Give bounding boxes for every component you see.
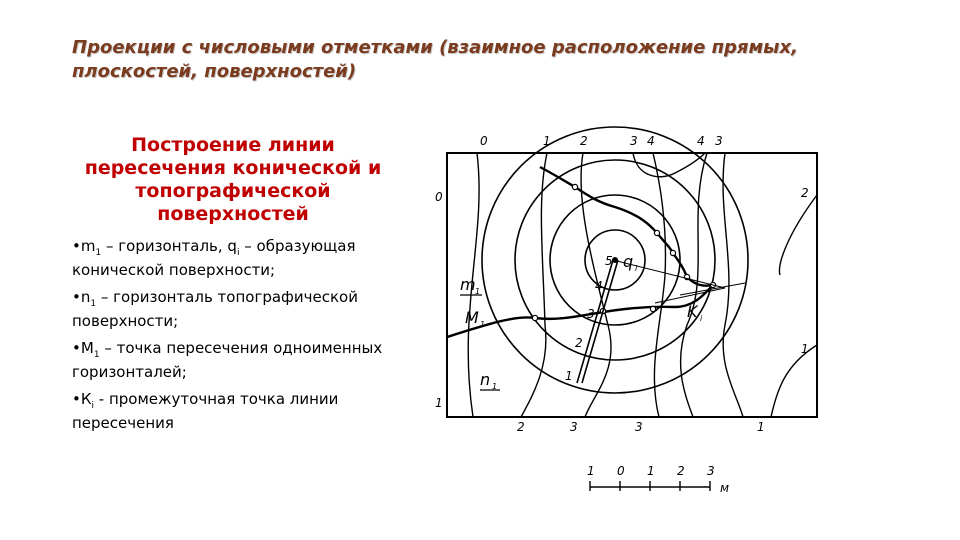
label-bottom-3: 3 xyxy=(570,420,578,434)
cone-apex xyxy=(612,257,618,263)
terrain-contour-3 xyxy=(653,153,666,417)
intersection-point xyxy=(650,306,655,311)
label-Ki-sub: i xyxy=(700,314,703,323)
scale-label: 1 xyxy=(647,464,655,478)
label-center-2: 2 xyxy=(575,336,583,350)
scale-bar xyxy=(587,464,729,495)
slide-title: Проекции с числовыми отметками (взаимное расположение прямых, плоскостей, поверхностей) xyxy=(72,37,798,82)
construction-line-2 xyxy=(655,288,725,303)
bullet-item: $•К_i$ - промежуточная точка линии пересечения xyxy=(72,390,339,432)
intersection-point xyxy=(532,315,537,320)
bullet-item: $•n_1$ – горизонталь топографической поверхности; xyxy=(72,288,358,330)
scale-label: 3 xyxy=(707,464,715,478)
bullet-list xyxy=(72,238,394,432)
label-m1-sub: 1 xyxy=(475,287,481,296)
label-top-4: 4 xyxy=(647,134,655,148)
topographic-diagram xyxy=(425,125,825,500)
label-left-1: 1 xyxy=(435,396,443,410)
scale-label: 0 xyxy=(617,464,625,478)
intersection-point xyxy=(654,230,659,235)
scale-unit: м xyxy=(720,481,730,495)
subheading: Построение линии пересечения конической и топографической поверхностей xyxy=(84,134,382,225)
text-block xyxy=(72,134,394,442)
label-center-4: 4 xyxy=(595,279,603,293)
label-right-2: 2 xyxy=(801,186,809,200)
label-left-0: 0 xyxy=(435,190,443,204)
label-bottom-2: 2 xyxy=(517,420,525,434)
label-bottom-1: 1 xyxy=(757,420,765,434)
scale-label: 2 xyxy=(677,464,685,478)
label-top-3b: 3 xyxy=(715,134,723,148)
label-n1: n xyxy=(480,370,491,389)
label-top-1: 1 xyxy=(543,134,551,148)
bullet-item: $•m_1$ – горизонталь, $q_i$ – образующая конической поверхности; xyxy=(72,237,356,279)
label-top-3: 3 xyxy=(630,134,638,148)
label-m1: m xyxy=(460,275,476,294)
label-M1: M xyxy=(465,308,479,327)
label-generatrix-sub: i xyxy=(635,264,638,273)
label-center-3: 3 xyxy=(587,307,595,321)
label-center-5: 5 xyxy=(605,254,613,268)
terrain-contour-1-right xyxy=(771,345,817,417)
scale-label: 1 xyxy=(587,464,595,478)
label-top-4b: 4 xyxy=(697,134,705,148)
label-top-0: 0 xyxy=(480,134,488,148)
intersection-figure xyxy=(425,125,825,500)
intersection-point xyxy=(670,250,675,255)
label-top-2: 2 xyxy=(580,134,588,148)
label-generatrix: q xyxy=(623,252,634,271)
terrain-contour-2-right xyxy=(779,195,817,275)
label-right-1: 1 xyxy=(801,342,809,356)
label-n1-sub: 1 xyxy=(492,382,498,391)
terrain-contour-1 xyxy=(521,153,547,417)
label-center-1: 1 xyxy=(565,369,573,383)
bullet-item: $•М_1$ – точка пересечения одноименных горизонталей; xyxy=(72,339,383,381)
label-M1-sub: 1 xyxy=(480,320,486,329)
intersection-point xyxy=(572,184,577,189)
label-bottom-3b: 3 xyxy=(635,420,643,434)
label-Ki: K xyxy=(687,302,698,321)
